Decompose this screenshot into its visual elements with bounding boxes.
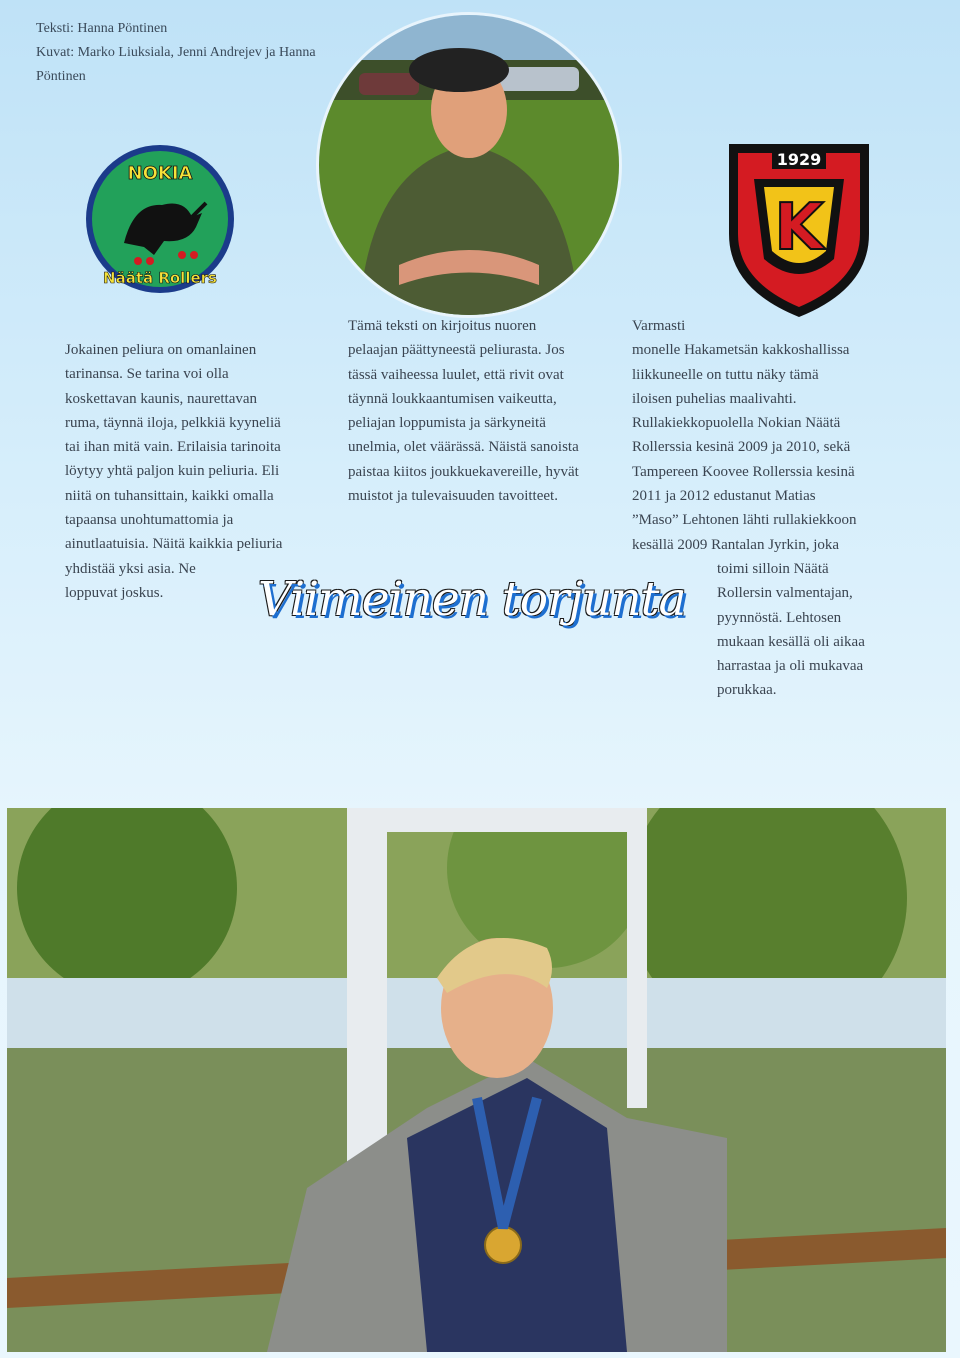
text-line: Tampereen Koovee Rollerssia kesinä [632, 463, 855, 480]
article-title: Viimeinen torjunta [258, 572, 686, 627]
portrait-photo [316, 12, 622, 318]
text-line: pelaajan päättyneestä peliurasta. Jos [348, 342, 565, 359]
text-line: ruma, täynnä iloja, pelkkiä kyyneliä [65, 414, 281, 431]
text-line: pyynnöstä. Lehtosen [717, 609, 842, 626]
credits [36, 17, 336, 89]
credits-photos: Kuvat: Marko Liuksiala, Jenni Andrejev ja Hanna Pöntinen [36, 45, 316, 84]
koovee-letter: K [774, 191, 824, 265]
main-photo-image [7, 808, 946, 1352]
text-line: toimi silloin Näätä [717, 560, 829, 577]
text-line: liikkuneelle on tuttu näky tämä [632, 366, 819, 383]
portrait-image [319, 15, 619, 315]
text-line: mukaan kesällä oli aikaa [717, 633, 865, 650]
text-line: monelle Hakametsän kakkoshallissa [632, 342, 850, 359]
text-line: 2011 ja 2012 edustanut Matias [632, 488, 816, 505]
text-line: tapaansa unohtumattomia ja [65, 512, 234, 529]
text-line: ainutlaatuisia. Näitä kaikkia peliuria [65, 536, 283, 553]
text-line: Varmasti [632, 318, 686, 334]
intro-column [65, 338, 325, 605]
description-column [348, 314, 613, 508]
text-line: Rullakiekkopuolella Nokian Näätä [632, 415, 841, 432]
text-line: yhdistää yksi asia. Ne [65, 560, 196, 577]
text-line: harrastaa ja oli mukavaa [717, 658, 864, 675]
text-line: tai ihan mitä vain. Erilaisia tarinoita [65, 439, 281, 456]
text-line: ”Maso” Lehtonen lähti rullakiekkoon [632, 512, 857, 529]
text-line: tässä vaiheessa luulet, että rivit ovat [348, 366, 564, 383]
credits-text: Teksti: Hanna Pöntinen [36, 21, 168, 36]
text-line: iloisen puhelias maalivahti. [632, 390, 797, 407]
text-line: niitä on tuhansittain, kaikki omalla [65, 487, 274, 504]
nokia-logo-bottom-text: Näätä Rollers [103, 269, 217, 287]
text-line: löytyy yhtä paljon kuin peliuria. Eli [65, 463, 280, 480]
text-line: koskettavan kaunis, naurettavan [65, 390, 258, 407]
text-line: Tämä teksti on kirjoitus nuoren [348, 318, 537, 334]
koovee-year: 1929 [776, 150, 822, 169]
main-photo [7, 808, 946, 1352]
text-line: Jokainen peliura on omanlainen [65, 342, 257, 358]
nokia-naata-rollers-logo [84, 143, 236, 295]
text-line: porukkaa. [717, 682, 777, 699]
nokia-logo-top-text: NOKIA [127, 163, 193, 184]
text-line: peliajan loppumista ja särkyneitä [348, 415, 546, 432]
story-column [632, 314, 932, 703]
text-line: muistot ja tulevaisuuden tavoitteet. [348, 488, 558, 505]
koovee-logo [724, 139, 874, 319]
text-line: kesällä 2009 Rantalan Jyrkin, joka [632, 536, 840, 553]
text-line: täynnä loukkaantumisen vaikeutta, [348, 390, 557, 407]
text-line: tarinansa. Se tarina voi olla [65, 366, 229, 383]
text-line: unelmia, olet väärässä. Näistä sanoista [348, 439, 579, 456]
text-line: paistaa kiitos joukkuekavereille, hyvät [348, 463, 579, 480]
text-line: loppuvat joskus. [65, 584, 164, 601]
text-line: Rollerssia kesinä 2009 ja 2010, sekä [632, 439, 851, 456]
text-line: Rollersin valmentajan, [717, 585, 853, 602]
